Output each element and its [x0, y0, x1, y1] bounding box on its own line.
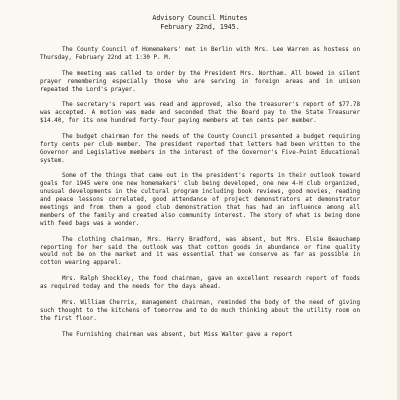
paragraph-budget: The budget chairman for the needs of the County Council presented a budget requiring forty cents per club member. The president reported that letters had been written to the Governor and Legislative members in the interest of the Governor's Five-Point Educational system.: [40, 133, 360, 164]
paragraph-food: Mrs. Ralph Shockley, the food chairman, gave an excellent research report of foods as required today and the needs for the days ahead.: [40, 276, 360, 291]
paragraph-reports: The secretary's report was read and approved, also the treasurer's report of $77.78 was accepted. A motion was made and seconded that the Board pay to the State Treasurer $14.40, for its one hundred forty-four paying members at ten cents per member.: [40, 102, 360, 125]
document-date: February 22nd, 1945.: [160, 23, 240, 31]
paragraph-furnishing: The Furnishing chairman was absent, but Miss Walter gave a report: [62, 331, 293, 338]
paragraph-goals: Some of the things that came out in the president's reports in their outlook toward goals for 1945 were one new homemakers' club being developed, one new 4-H club organized, unusual developments in the cultural program including book reviews, good movies, reading and peace lessons correlated, good attendance of project demonstrators at demonstrator meetings and from them a good club demonstration that has had an influence among all members of the family and created also community interest. The story of what is being done with feed bags was a wonder.: [40, 173, 360, 227]
title-block: [40, 14, 360, 32]
document-title: Advisory Council Minutes: [152, 14, 248, 22]
paragraph-clothing: The clothing chairman, Mrs. Harry Bradford, was absent, but Mrs. Elsie Beauchamp reporting for her said the outlook was that cotton goods in abundance or fine quality would not be on the market and it was essential that we conserve as far as possible in cotton wearing apparel.: [40, 236, 360, 267]
paragraph-call-to-order: The meeting was called to order by the President Mrs. Northam. All bowed in silent prayer remembering especially those who are serving in foreign areas and in unison repeated the Lord's prayer.: [40, 70, 360, 93]
paragraph-management: Mrs. William Cherrix, management chairman, reminded the body of the need of giving such thought to the kitchens of tomorrow and to do much thinking about the utility room on the first floor.: [40, 299, 360, 322]
paragraph-meeting-location: The County Council of Homemakers' met in Berlin with Mrs. Lee Warren as hostess on Thursday, February 22nd at 1:30 P. M.: [40, 47, 360, 61]
